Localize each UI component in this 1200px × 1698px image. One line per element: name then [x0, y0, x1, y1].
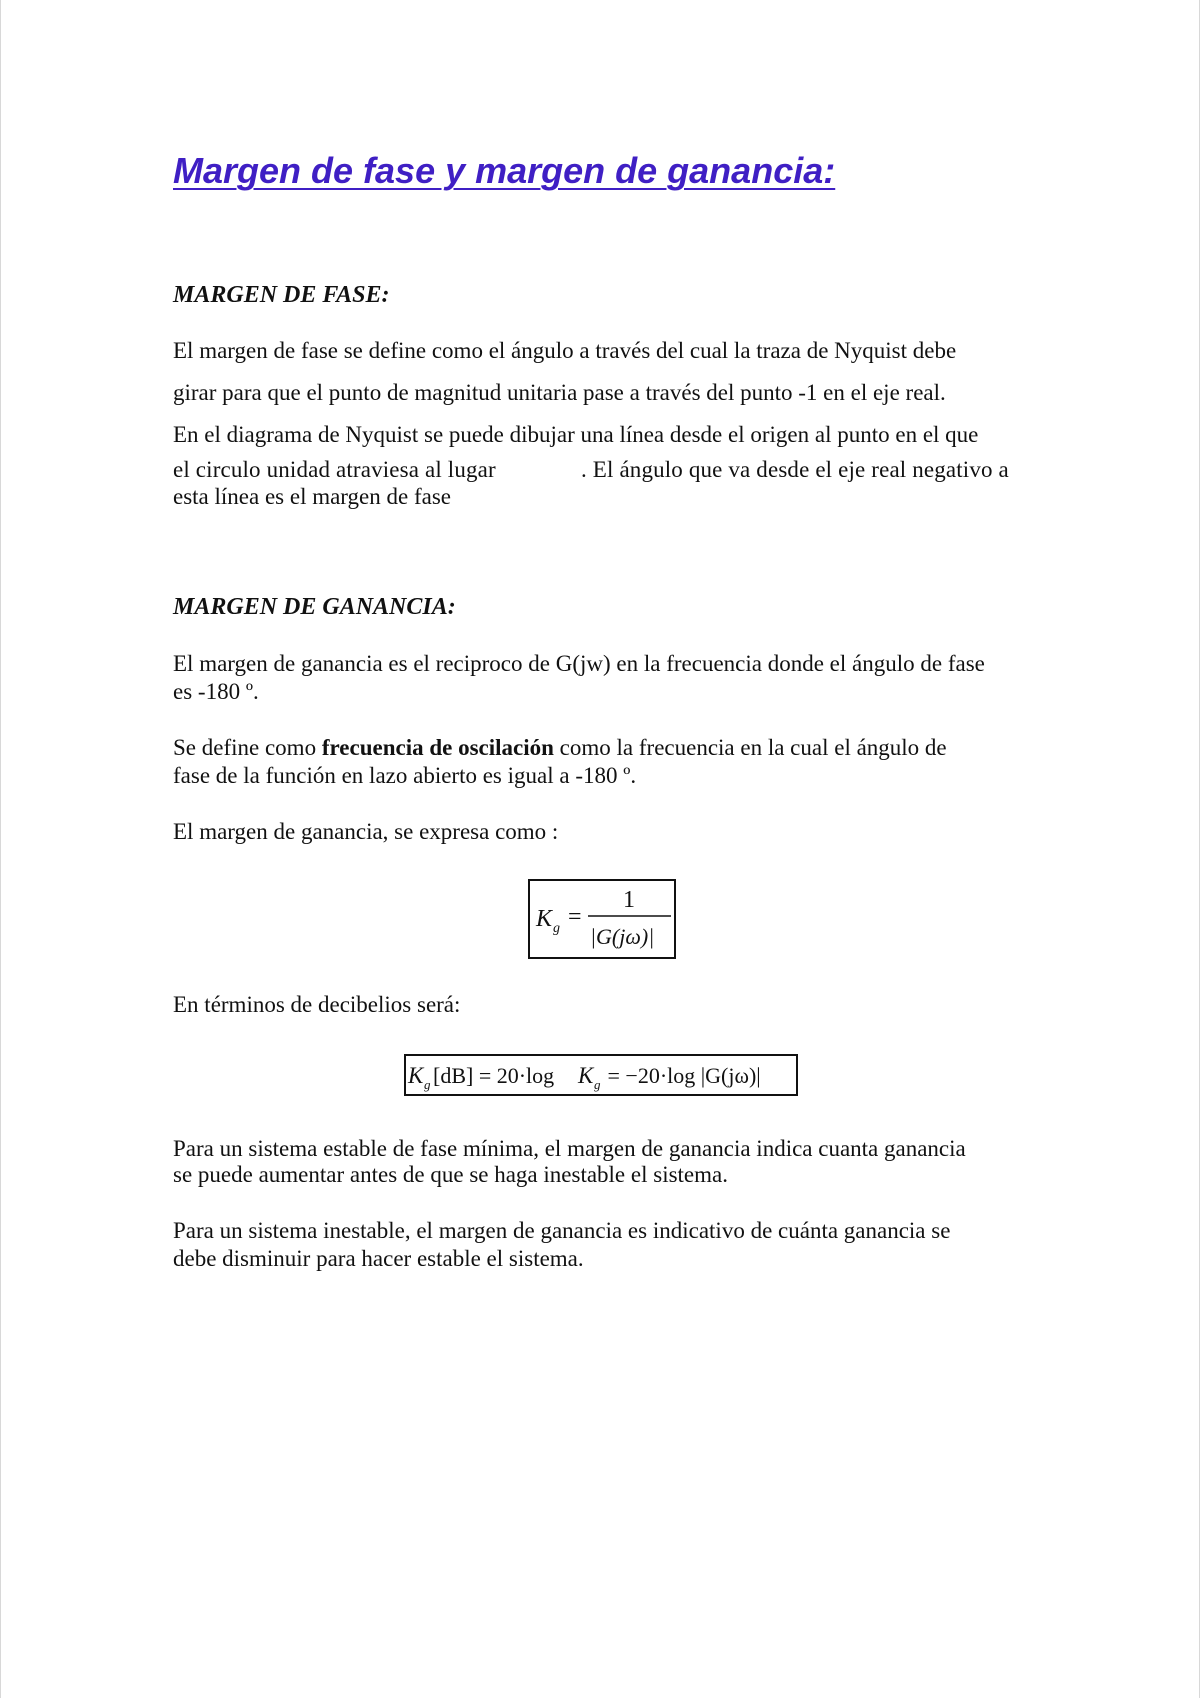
formula1-equals: = [568, 904, 582, 930]
phase-margin-line-5: esta línea es el margen de fase [173, 484, 451, 509]
phase-margin-line-2: girar para que el punto de magnitud unitaria pase a través del punto -1 en el eje real. [173, 380, 946, 405]
gain-margin-para6-line1: Para un sistema inestable, el margen de ganancia es indicativo de cuánta ganancia se [173, 1218, 951, 1243]
phase-margin-line-4-end: . El ángulo que va desde el eje real negativo a [581, 457, 1009, 482]
formula2-rhs: = −20·log |G(jω)| [602, 1063, 761, 1088]
gain-margin-para5-line1: Para un sistema estable de fase mínima, el margen de ganancia indica cuanta ganancia [173, 1136, 966, 1161]
page-border-left [0, 0, 1, 1698]
phase-margin-line-3: En el diagrama de Nyquist se puede dibujar una línea desde el origen al punto en el que [173, 422, 979, 447]
decibel-formula-svg [406, 1056, 796, 1094]
phase-margin-line-1: El margen de fase se define como el ángulo a través del cual la traza de Nyquist debe [173, 338, 957, 363]
formula2-k1-subscript: g [424, 1077, 431, 1092]
formula2-db-expression: [dB] = 20·log [433, 1063, 560, 1088]
gain-margin-heading: MARGEN DE GANANCIA: [173, 594, 456, 620]
gain-margin-para1-line1: El margen de ganancia es el reciproco de G(jw) en la frecuencia donde el ángulo de fase [173, 651, 985, 676]
gain-margin-para4: En términos de decibelios será: [173, 992, 461, 1017]
gain-margin-para5-line2: se puede aumentar antes de que se haga inestable el sistema. [173, 1162, 728, 1187]
formula1-k: K [536, 906, 553, 932]
gain-margin-para3: El margen de ganancia, se expresa como : [173, 819, 559, 844]
phase-margin-heading: MARGEN DE FASE: [173, 282, 390, 308]
gain-margin-para2-line1 [173, 734, 947, 762]
formula1-k-subscript: g [553, 921, 560, 936]
gain-margin-para2-line2: fase de la función en lazo abierto es igual a -180 º. [173, 763, 637, 788]
gain-margin-para6-line2: debe disminuir para hacer estable el sistema. [173, 1246, 584, 1271]
phase-margin-line-4-start: el circulo unidad atraviesa al lugar [173, 457, 496, 482]
gain-margin-formula-svg [530, 881, 674, 957]
formula1-denominator: |G(jω)| [590, 924, 655, 949]
document-title: Margen de fase y margen de ganancia: [173, 150, 836, 191]
formula2-k2-subscript: g [594, 1077, 601, 1092]
oscillation-frequency-term: frecuencia de oscilación [321, 735, 554, 760]
para2-text-after: como la frecuencia en la cual el ángulo de [553, 735, 947, 760]
formula2-k2: K [578, 1063, 594, 1088]
formula2-k1: K [408, 1063, 424, 1088]
gain-margin-para1-line2: es -180 º. [173, 679, 259, 704]
decibel-formula [404, 1054, 798, 1096]
formula1-numerator: 1 [623, 887, 635, 913]
gain-margin-formula [528, 879, 676, 959]
para2-text-before: Se define como [173, 735, 322, 760]
